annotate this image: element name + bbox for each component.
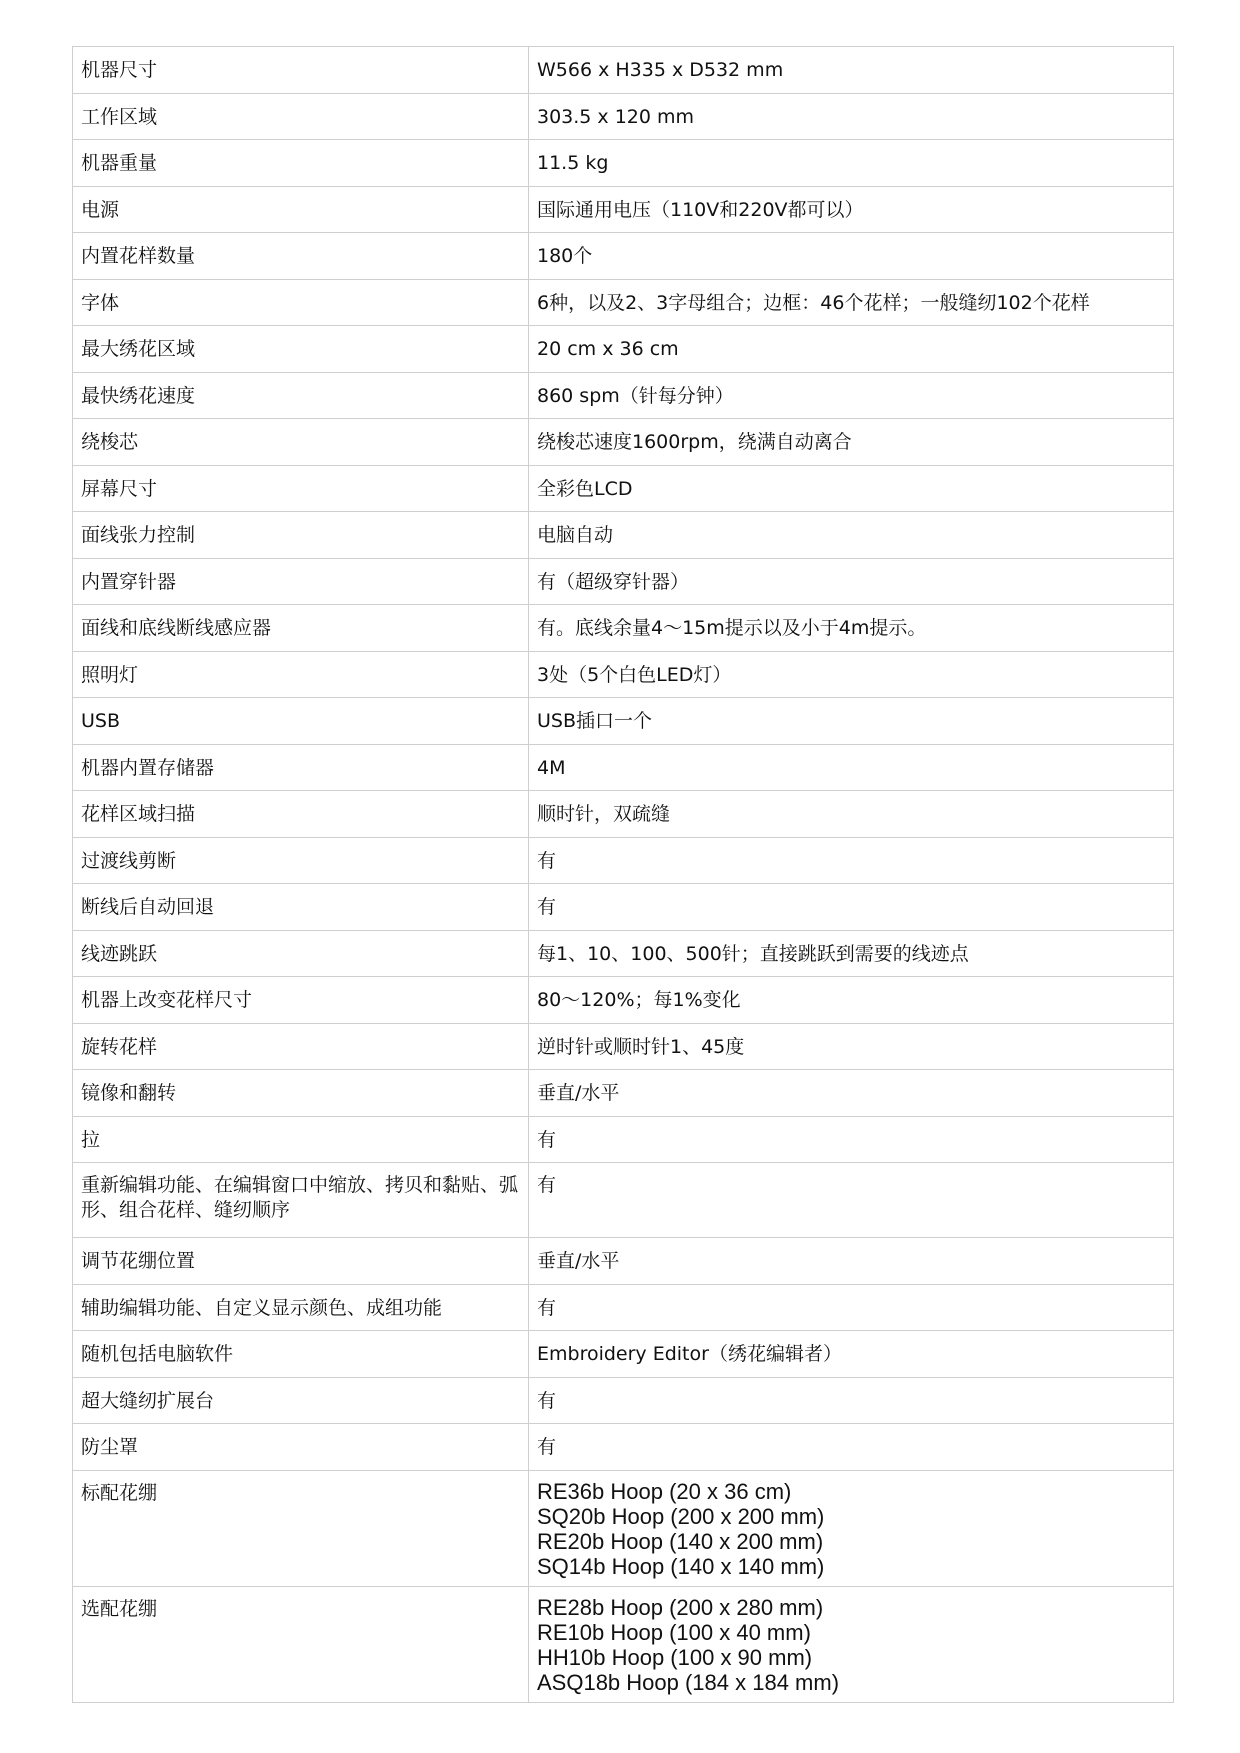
- table-row: [73, 465, 1174, 512]
- spec-value: 860 spm（针每分钟）: [529, 372, 1174, 419]
- table-row: [73, 1023, 1174, 1070]
- spec-label: 电源: [73, 186, 529, 233]
- spec-value: 全彩色LCD: [529, 465, 1174, 512]
- spec-value: 顺时针，双疏缝: [529, 791, 1174, 838]
- table-row: [73, 698, 1174, 745]
- spec-label: 内置花样数量: [73, 233, 529, 280]
- table-row: [73, 1284, 1174, 1331]
- table-row: [73, 1331, 1174, 1378]
- spec-label: 机器尺寸: [73, 47, 529, 94]
- table-row: [73, 233, 1174, 280]
- table-row: [73, 279, 1174, 326]
- table-row: [73, 326, 1174, 373]
- spec-table: [72, 46, 1174, 1703]
- spec-label: 镜像和翻转: [73, 1070, 529, 1117]
- hoop-item: RE20b Hoop (140 x 200 mm): [537, 1528, 824, 1554]
- spec-value: 每1、10、100、500针；直接跳跃到需要的线迹点: [529, 930, 1174, 977]
- spec-value: USB插口一个: [529, 698, 1174, 745]
- spec-value: 有: [529, 837, 1174, 884]
- table-row: [73, 93, 1174, 140]
- table-row: [73, 186, 1174, 233]
- spec-label: 最快绣花速度: [73, 372, 529, 419]
- hoop-item: HH10b Hoop (100 x 90 mm): [537, 1644, 813, 1670]
- spec-label: 拉: [73, 1116, 529, 1163]
- spec-value: 有: [529, 1284, 1174, 1331]
- table-row: [73, 605, 1174, 652]
- table-row: [73, 1424, 1174, 1471]
- spec-value: 80～120%；每1%变化: [529, 977, 1174, 1024]
- table-row: [73, 651, 1174, 698]
- spec-value: 有（超级穿针器）: [529, 558, 1174, 605]
- spec-label: 最大绣花区域: [73, 326, 529, 373]
- spec-value: Embroidery Editor（绣花编辑者）: [529, 1331, 1174, 1378]
- spec-label: 调节花绷位置: [73, 1238, 529, 1285]
- table-row: [73, 1163, 1174, 1238]
- spec-label: 超大缝纫扩展台: [73, 1377, 529, 1424]
- spec-value: 20 cm x 36 cm: [529, 326, 1174, 373]
- table-row: [73, 837, 1174, 884]
- spec-label: 标配花绷: [73, 1470, 529, 1586]
- spec-label: 面线和底线断线感应器: [73, 605, 529, 652]
- spec-value: W566 x H335 x D532 mm: [529, 47, 1174, 94]
- optional-hoops-row: [73, 1586, 1174, 1702]
- spec-value: 绕梭芯速度1600rpm，绕满自动离合: [529, 419, 1174, 466]
- spec-value: 电脑自动: [529, 512, 1174, 559]
- table-row: [73, 558, 1174, 605]
- spec-label: 随机包括电脑软件: [73, 1331, 529, 1378]
- spec-value: 有: [529, 884, 1174, 931]
- spec-label: USB: [73, 698, 529, 745]
- spec-label: 过渡线剪断: [73, 837, 529, 884]
- table-row: [73, 1377, 1174, 1424]
- spec-value: 3处（5个白色LED灯）: [529, 651, 1174, 698]
- spec-value: 11.5 kg: [529, 140, 1174, 187]
- spec-value: 垂直/水平: [529, 1070, 1174, 1117]
- spec-label: 字体: [73, 279, 529, 326]
- spec-value: 逆时针或顺时针1、45度: [529, 1023, 1174, 1070]
- hoop-list: [529, 1586, 1174, 1702]
- spec-label: 机器内置存储器: [73, 744, 529, 791]
- table-row: [73, 512, 1174, 559]
- spec-label: 屏幕尺寸: [73, 465, 529, 512]
- hoop-item: SQ14b Hoop (140 x 140 mm): [537, 1553, 825, 1579]
- spec-value: 有。底线余量4～15m提示以及小于4m提示。: [529, 605, 1174, 652]
- spec-label: 辅助编辑功能、自定义显示颜色、成组功能: [73, 1284, 529, 1331]
- spec-value: 有: [529, 1116, 1174, 1163]
- spec-label: 花样区域扫描: [73, 791, 529, 838]
- spec-value: 6种，以及2、3字母组合；边框：46个花样；一般缝纫102个花样: [529, 279, 1174, 326]
- hoop-list: [529, 1470, 1174, 1586]
- table-row: [73, 791, 1174, 838]
- spec-label: 线迹跳跃: [73, 930, 529, 977]
- spec-value: 303.5 x 120 mm: [529, 93, 1174, 140]
- spec-value: 有: [529, 1163, 1174, 1238]
- spec-value: 垂直/水平: [529, 1238, 1174, 1285]
- spec-value: 4M: [529, 744, 1174, 791]
- spec-label: 工作区域: [73, 93, 529, 140]
- hoop-item: RE28b Hoop (200 x 280 mm): [537, 1594, 824, 1620]
- spec-label: 照明灯: [73, 651, 529, 698]
- standard-hoops-row: [73, 1470, 1174, 1586]
- spec-table-body: [73, 47, 1174, 1703]
- table-row: [73, 884, 1174, 931]
- table-row: [73, 744, 1174, 791]
- table-row: [73, 47, 1174, 94]
- spec-label: 选配花绷: [73, 1586, 529, 1702]
- table-row: [73, 140, 1174, 187]
- spec-label: 防尘罩: [73, 1424, 529, 1471]
- hoop-item: ASQ18b Hoop (184 x 184 mm): [537, 1669, 840, 1695]
- spec-value: 国际通用电压（110V和220V都可以）: [529, 186, 1174, 233]
- table-row: [73, 1238, 1174, 1285]
- hoop-item: SQ20b Hoop (200 x 200 mm): [537, 1503, 825, 1529]
- spec-label: 机器重量: [73, 140, 529, 187]
- spec-value: 有: [529, 1424, 1174, 1471]
- spec-value: 有: [529, 1377, 1174, 1424]
- spec-label: 机器上改变花样尺寸: [73, 977, 529, 1024]
- spec-label: 重新编辑功能、在编辑窗口中缩放、拷贝和黏贴、弧形、组合花样、缝纫顺序: [73, 1163, 529, 1238]
- table-row: [73, 977, 1174, 1024]
- spec-value: 180个: [529, 233, 1174, 280]
- spec-label: 旋转花样: [73, 1023, 529, 1070]
- spec-label: 断线后自动回退: [73, 884, 529, 931]
- hoop-item: RE36b Hoop (20 x 36 cm): [537, 1478, 792, 1504]
- table-row: [73, 419, 1174, 466]
- hoop-item: RE10b Hoop (100 x 40 mm): [537, 1619, 811, 1645]
- table-row: [73, 930, 1174, 977]
- spec-label: 绕梭芯: [73, 419, 529, 466]
- table-row: [73, 1116, 1174, 1163]
- spec-label: 内置穿针器: [73, 558, 529, 605]
- table-row: [73, 1070, 1174, 1117]
- spec-label: 面线张力控制: [73, 512, 529, 559]
- table-row: [73, 372, 1174, 419]
